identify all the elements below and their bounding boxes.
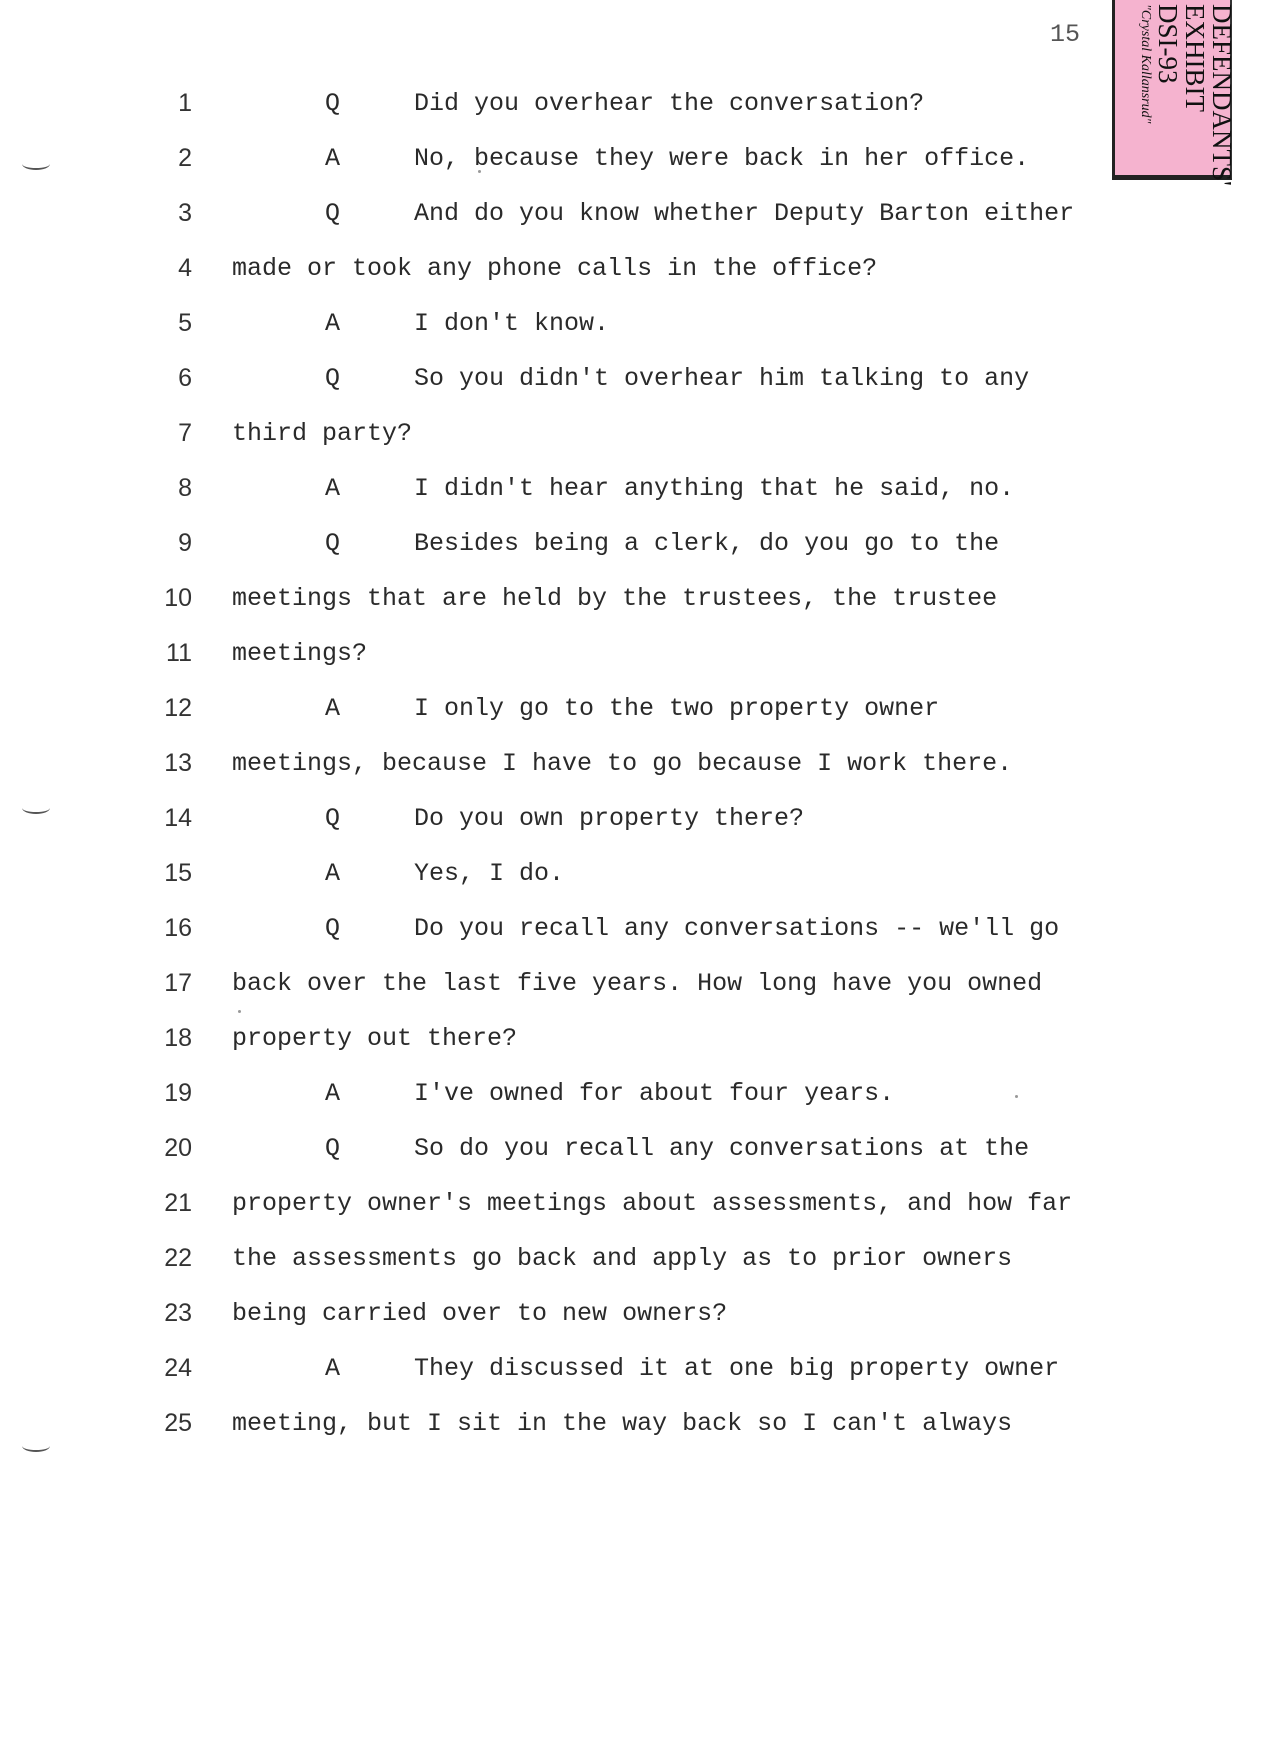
line-text: meetings? bbox=[232, 639, 368, 668]
line-text: Do you own property there? bbox=[414, 804, 805, 833]
speaker-label: A bbox=[325, 1354, 341, 1383]
line-number: 7 bbox=[178, 419, 192, 447]
line-number: 4 bbox=[178, 254, 192, 282]
line-text: I've owned for about four years. bbox=[414, 1079, 895, 1108]
line-text: Besides being a clerk, do you go to the bbox=[414, 529, 1000, 558]
line-number: 11 bbox=[166, 639, 192, 667]
line-number: 24 bbox=[164, 1354, 192, 1382]
transcript-line bbox=[0, 461, 1100, 516]
line-text: I don't know. bbox=[414, 309, 610, 338]
line-number: 21 bbox=[164, 1189, 192, 1217]
speaker-label: Q bbox=[325, 1134, 341, 1163]
transcript bbox=[0, 76, 1100, 1451]
line-text: meetings, because I have to go because I work there. bbox=[232, 749, 1013, 778]
line-text: No, because they were back in her office. bbox=[414, 144, 1030, 173]
line-number: 19 bbox=[164, 1079, 192, 1107]
speaker-label: Q bbox=[325, 529, 341, 558]
line-number: 23 bbox=[164, 1299, 192, 1327]
transcript-line bbox=[0, 1121, 1100, 1176]
line-number: 13 bbox=[164, 749, 192, 777]
page-number: 15 bbox=[1050, 20, 1081, 49]
line-text: meetings that are held by the trustees, the trustee bbox=[232, 584, 998, 613]
line-text: meeting, but I sit in the way back so I can't always bbox=[232, 1409, 1013, 1438]
line-text: I didn't hear anything that he said, no. bbox=[414, 474, 1015, 503]
transcript-line bbox=[0, 956, 1100, 1011]
line-number: 20 bbox=[164, 1134, 192, 1162]
line-text: back over the last five years. How long have you owned bbox=[232, 969, 1043, 998]
transcript-line bbox=[0, 901, 1100, 956]
line-number: 12 bbox=[164, 694, 192, 722]
line-text: the assessments go back and apply as to prior owners bbox=[232, 1244, 1013, 1273]
line-number: 16 bbox=[164, 914, 192, 942]
transcript-line bbox=[0, 296, 1100, 351]
speaker-label: A bbox=[325, 1079, 341, 1108]
exhibit-sticker-line1: DEFENDANTS' bbox=[1207, 4, 1237, 186]
transcript-line bbox=[0, 186, 1100, 241]
transcript-line bbox=[0, 626, 1100, 681]
transcript-line bbox=[0, 351, 1100, 406]
transcript-line bbox=[0, 1286, 1100, 1341]
line-number: 22 bbox=[164, 1244, 192, 1272]
transcript-line bbox=[0, 1341, 1100, 1396]
speaker-label: A bbox=[325, 859, 341, 888]
line-text: property owner's meetings about assessments, and how far bbox=[232, 1189, 1073, 1218]
line-number: 15 bbox=[164, 859, 192, 887]
exhibit-sticker-line2: EXHIBIT bbox=[1180, 4, 1210, 112]
line-number: 3 bbox=[178, 199, 192, 227]
speaker-label: Q bbox=[325, 199, 341, 228]
line-text: made or took any phone calls in the office? bbox=[232, 254, 878, 283]
transcript-line bbox=[0, 1066, 1100, 1121]
speaker-label: A bbox=[325, 694, 341, 723]
line-text: Did you overhear the conversation? bbox=[414, 89, 925, 118]
transcript-line bbox=[0, 76, 1100, 131]
exhibit-sticker-line3: DSI-93 bbox=[1153, 4, 1183, 84]
speaker-label: A bbox=[325, 144, 341, 173]
transcript-line bbox=[0, 791, 1100, 846]
speaker-label: Q bbox=[325, 804, 341, 833]
speaker-label: Q bbox=[325, 89, 341, 118]
transcript-line bbox=[0, 736, 1100, 791]
line-text: So do you recall any conversations at the bbox=[414, 1134, 1030, 1163]
line-text: Do you recall any conversations -- we'll go bbox=[414, 914, 1060, 943]
line-number: 6 bbox=[178, 364, 192, 392]
transcript-line bbox=[0, 241, 1100, 296]
line-number: 14 bbox=[164, 804, 192, 832]
line-text: being carried over to new owners? bbox=[232, 1299, 728, 1328]
line-number: 25 bbox=[164, 1409, 192, 1437]
line-text: property out there? bbox=[232, 1024, 518, 1053]
line-number: 8 bbox=[178, 474, 192, 502]
exhibit-sticker-line4: "Crystal Kallansrud" bbox=[1138, 4, 1153, 124]
exhibit-sticker-text bbox=[1138, 0, 1237, 186]
speaker-label: Q bbox=[325, 364, 341, 393]
line-text: third party? bbox=[232, 419, 413, 448]
speaker-label: A bbox=[325, 474, 341, 503]
line-number: 2 bbox=[178, 144, 192, 172]
transcript-line bbox=[0, 846, 1100, 901]
transcript-line bbox=[0, 1231, 1100, 1286]
line-number: 10 bbox=[164, 584, 192, 612]
transcript-line bbox=[0, 1011, 1100, 1066]
transcript-line bbox=[0, 1396, 1100, 1451]
line-number: 1 bbox=[178, 89, 192, 117]
line-text: I only go to the two property owner bbox=[414, 694, 940, 723]
line-text: They discussed it at one big property owner bbox=[414, 1354, 1060, 1383]
line-number: 5 bbox=[178, 309, 192, 337]
line-number: 9 bbox=[178, 529, 192, 557]
transcript-line bbox=[0, 131, 1100, 186]
exhibit-sticker bbox=[1112, 0, 1237, 186]
transcript-line bbox=[0, 571, 1100, 626]
speaker-label: Q bbox=[325, 914, 341, 943]
transcript-line bbox=[0, 1176, 1100, 1231]
transcript-line bbox=[0, 406, 1100, 461]
speaker-label: A bbox=[325, 309, 341, 338]
line-text: And do you know whether Deputy Barton either bbox=[414, 199, 1075, 228]
line-number: 17 bbox=[164, 969, 192, 997]
line-text: Yes, I do. bbox=[414, 859, 565, 888]
transcript-line bbox=[0, 516, 1100, 571]
transcript-line bbox=[0, 681, 1100, 736]
line-text: So you didn't overhear him talking to any bbox=[414, 364, 1030, 393]
line-number: 18 bbox=[164, 1024, 192, 1052]
